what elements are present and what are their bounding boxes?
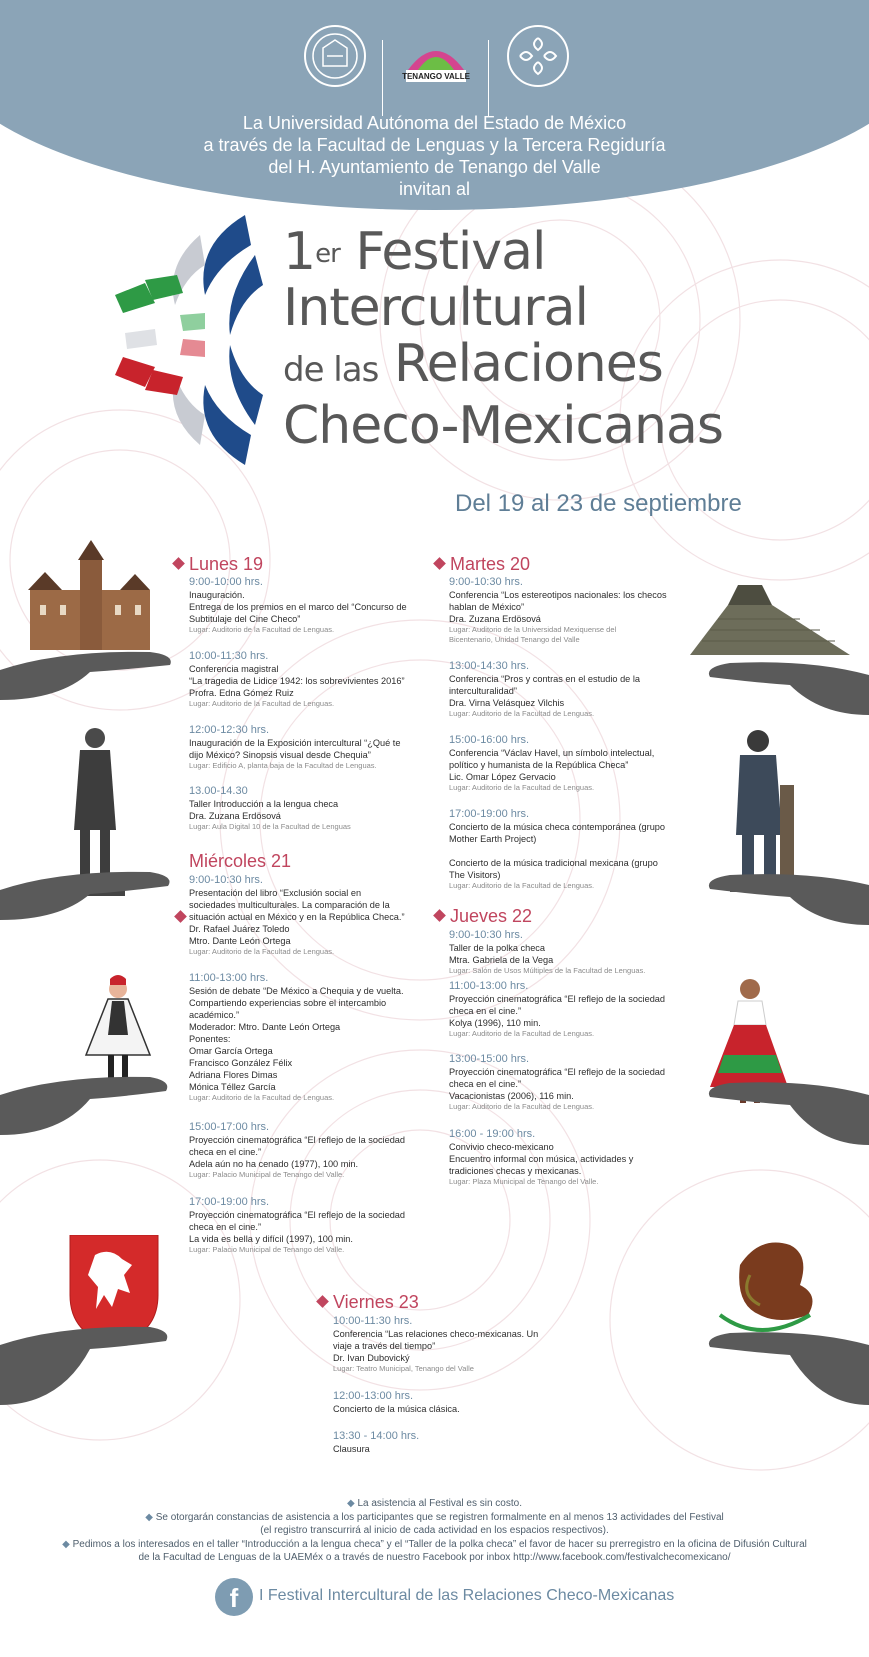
title-festival: Festival xyxy=(355,222,546,282)
pyramid-illustration xyxy=(680,575,869,715)
facultad-lenguas-logo-icon xyxy=(500,18,576,94)
note-line xyxy=(0,1538,869,1552)
event-location: Lugar: Teatro Municipal, Tenango del Valle xyxy=(333,1364,474,1373)
event-item xyxy=(449,980,679,1039)
event-item xyxy=(333,1390,563,1415)
event-text: Conferencia “Las relaciones checo-mexicanas. Un xyxy=(333,1329,539,1339)
event-location: Lugar: Auditorio de la Facultad de Lenguas. xyxy=(449,1029,595,1038)
event-text: Profra. Edna Gómez Ruiz xyxy=(189,688,294,698)
event-text: interculturalidad” xyxy=(449,686,517,696)
event-text: checa en el cine.” xyxy=(449,1006,522,1016)
event-text: Dra. Zuzana Erdösová xyxy=(449,614,541,624)
event-item xyxy=(189,1121,419,1180)
event-item xyxy=(189,724,419,771)
event-location: Lugar: Palacio Municipal de Tenango del Valle. xyxy=(189,1170,345,1179)
diamond-bullet-icon: ◆ xyxy=(346,1498,355,1509)
day-label: Viernes 23 xyxy=(333,1292,419,1312)
event-time: 15:00-17:00 hrs. xyxy=(189,1121,270,1133)
tenango-logo-icon xyxy=(396,18,476,94)
event-text: político y humanista de la República Checa” xyxy=(449,760,629,770)
festival-dates: Del 19 al 23 de septiembre xyxy=(455,490,742,517)
day-heading-lunes xyxy=(174,554,263,575)
event-time: 11:00-13:00 hrs. xyxy=(189,972,269,984)
event-text: Proyección cinematográfica “El reflejo de la sociedad xyxy=(189,1210,406,1220)
event-text: Taller Introducción a la lengua checa xyxy=(189,799,339,809)
event-time: 9:00-10:30 hrs. xyxy=(189,874,263,886)
event-item xyxy=(449,929,679,976)
event-location: Lugar: Aula Digital 10 de la Facultad de Lenguas xyxy=(189,822,351,831)
facebook-page-name[interactable]: I Festival Intercultural de las Relaciones Checo-Mexicanas xyxy=(259,1587,675,1604)
day-label: Jueves 22 xyxy=(450,906,533,926)
event-location: Lugar: Salón de Usos Múltiples de la Facultad de Lenguas. xyxy=(449,966,646,975)
event-time: 17:00-19:00 hrs. xyxy=(189,1196,270,1208)
intro-line: del H. Ayuntamiento de Tenango del Valle xyxy=(268,157,601,177)
event-location: Lugar: Auditorio de la Facultad de Lenguas. xyxy=(189,947,335,956)
title-line2: Intercultural xyxy=(283,278,588,338)
event-item xyxy=(189,785,419,832)
diamond-icon xyxy=(316,1295,329,1308)
uaem-seal-icon xyxy=(297,18,373,94)
event-location: Lugar: Auditorio de la Facultad de Lenguas. xyxy=(189,699,335,708)
event-text: checa en el cine.” xyxy=(189,1222,262,1232)
logo-divider xyxy=(488,40,489,116)
event-text: La vida es bella y difícil (1997), 100 min. xyxy=(189,1234,353,1244)
event-text: sociedades multiculturales. La comparación de la xyxy=(189,900,390,910)
event-time: 9:00-10:30 hrs. xyxy=(449,929,523,941)
event-time: 16:00 - 19:00 hrs. xyxy=(449,1128,536,1140)
facebook-icon[interactable]: f xyxy=(215,1578,253,1616)
event-item xyxy=(449,734,679,793)
event-text: Mother Earth Project) xyxy=(449,834,537,844)
event-text: Subtitulaje del Cine Checo” xyxy=(189,614,301,624)
event-text: Adriana Flores Dimas xyxy=(189,1070,278,1080)
event-text: situación actual en México y en la República Checa.” xyxy=(189,912,405,922)
intro-line: invitan al xyxy=(398,179,471,199)
event-text: Moderador: Mtro. Dante León Ortega xyxy=(189,1022,341,1032)
event-item xyxy=(189,1196,419,1255)
day-label: Miércoles 21 xyxy=(189,851,292,871)
event-time: 13:30 - 14:00 hrs. xyxy=(333,1430,420,1442)
event-location: Lugar: Palacio Municipal de Tenango del Valle. xyxy=(189,1245,345,1254)
event-text: Inauguración de la Exposición intercultural “¿Qué te xyxy=(189,738,401,748)
event-text: Omar García Ortega xyxy=(189,1046,273,1056)
event-text: Mtra. Gabriela de la Vega xyxy=(449,955,554,965)
event-text: tradiciones checas y mexicanas. xyxy=(449,1166,582,1176)
event-text: Proyección cinematográfica “El reflejo de la sociedad xyxy=(189,1135,406,1145)
diamond-icon xyxy=(433,909,446,922)
diamond-icon xyxy=(172,557,185,570)
event-text: Conferencia “Pros y contras en el estudio de la xyxy=(449,674,640,684)
event-item xyxy=(449,1053,679,1112)
event-location: Lugar: Auditorio de la Facultad de Lenguas. xyxy=(189,1093,335,1102)
logo-divider xyxy=(382,40,383,116)
day-label: Martes 20 xyxy=(450,554,531,574)
castle-illustration xyxy=(0,540,180,700)
note-text: Pedimos a los interesados en el taller “Introducción a la lengua checa” y el “Taller de la polka checa” el favor de hacer su prerregistro en la oficina de Difusión Cultural xyxy=(72,1538,807,1550)
event-text: Entrega de los premios en el marco del “Concurso de xyxy=(189,602,407,612)
event-text: Sesión de debate “De México a Chequia y de vuelta. xyxy=(189,986,404,996)
day-label: Lunes 19 xyxy=(189,554,264,574)
event-time: 15:00-16:00 hrs. xyxy=(449,734,530,746)
event-item xyxy=(333,1430,563,1455)
event-text: Conferencia magistral xyxy=(189,664,279,674)
czech-dancer-illustration xyxy=(0,975,175,1155)
title-ordinal-suffix: er xyxy=(315,239,340,269)
event-text: hablan de México” xyxy=(449,602,525,612)
diamond-bullet-icon: ◆ xyxy=(62,1538,70,1550)
diamond-icon xyxy=(433,557,446,570)
event-text: Mónica Téllez García xyxy=(189,1082,276,1092)
intro-line: La Universidad Autónoma del Estado de México xyxy=(242,113,627,133)
event-text: Dr. Ivan Dubovický xyxy=(333,1353,410,1363)
event-item xyxy=(449,808,679,891)
event-text: Encuentro informal con música, actividades y xyxy=(449,1154,634,1164)
event-text: Convivio checo-mexicano xyxy=(449,1142,554,1152)
event-time: 9:00-10:30 hrs. xyxy=(449,576,523,588)
event-text: Proyección cinematográfica “El reflejo de la sociedad xyxy=(449,1067,666,1077)
event-item xyxy=(333,1315,563,1374)
event-text: Conferencia “Václav Havel, un símbolo intelectual, xyxy=(449,748,655,758)
event-location: Lugar: Plaza Municipal de Tenango del Valle. xyxy=(449,1177,599,1186)
note-line: (el registro transcurrirá al inicio de cada actividad en los espacios respectivos). xyxy=(260,1525,609,1536)
event-location: Bicentenario, Unidad Tenango del Valle xyxy=(449,635,580,644)
festival-flower-logo xyxy=(105,205,285,475)
title-line3 xyxy=(283,336,723,398)
day-heading-jueves xyxy=(435,906,532,927)
title-ordinal: 1 xyxy=(283,222,316,282)
event-text: Dra. Zuzana Erdösová xyxy=(189,811,281,821)
event-text: checa en el cine.” xyxy=(449,1079,522,1089)
footer-notes xyxy=(0,1497,869,1565)
note-text: Se otorgarán constancias de asistencia a los participantes que se registren formalmente en al menos 13 actividades del Festival xyxy=(155,1511,724,1523)
event-location: Lugar: Auditorio de la Facultad de Lenguas. xyxy=(449,1102,595,1111)
event-time: 12:00-13:00 hrs. xyxy=(333,1390,414,1402)
event-item xyxy=(449,1128,679,1187)
event-item xyxy=(189,576,419,635)
event-time: 11:00-13:00 hrs. xyxy=(449,980,529,992)
event-text: Presentación del libro “Exclusión social en xyxy=(189,888,362,898)
day-heading-martes xyxy=(435,554,530,575)
event-text: Adela aún no ha cenado (1977), 100 min. xyxy=(189,1159,359,1169)
note-line[interactable]: de la Facultad de Lenguas de la UAEMéx o a través de nuestro Facebook por inbox http://www.facebook.com/festivalchecomexicano/ xyxy=(138,1552,731,1563)
event-time: 10:00-11:30 hrs. xyxy=(189,650,269,662)
tenango-logo-text: TENANGO VALLE xyxy=(402,72,470,81)
note-text: La asistencia al Festival es sin costo. xyxy=(357,1498,522,1509)
event-item xyxy=(189,972,419,1103)
event-time: 9:00-10:00 hrs. xyxy=(189,576,263,588)
logo-bar xyxy=(0,18,869,98)
day-heading-viernes xyxy=(318,1292,419,1313)
event-text: dijo México? Sinopsis visual desde Chequia” xyxy=(189,750,371,760)
event-time: 13:00-15:00 hrs. xyxy=(449,1053,530,1065)
event-text: Compartiendo experiencias sobre el intercambio xyxy=(189,998,387,1008)
note-line xyxy=(0,1511,869,1525)
event-text: Proyección cinematográfica “El reflejo de la sociedad xyxy=(449,994,666,1004)
mexican-dancer-illustration xyxy=(680,975,869,1155)
event-location: Lugar: Auditorio de la Facultad de Lenguas. xyxy=(449,881,595,890)
event-text: Vacacionistas (2006), 116 min. xyxy=(449,1091,574,1101)
event-text: “La tragedia de Lidice 1942: los sobrevivientes 2016” xyxy=(189,676,405,686)
title-line4: Checo-Mexicanas xyxy=(283,396,723,456)
event-text: Mtro. Dante León Ortega xyxy=(189,936,291,946)
event-text: Francisco González Félix xyxy=(189,1058,293,1068)
event-text: Kolya (1996), 110 min. xyxy=(449,1018,541,1028)
title-de-las: de las xyxy=(283,350,379,390)
festival-title xyxy=(283,224,723,454)
mexican-eagle-icon xyxy=(680,1235,869,1405)
event-text: Taller de la polka checa xyxy=(449,943,546,953)
event-time: 13.00-14.30 xyxy=(189,785,248,797)
event-location: Lugar: Edificio A, planta baja de la Facultad de Lenguas. xyxy=(189,761,377,770)
note-line xyxy=(0,1497,869,1511)
event-item xyxy=(189,650,419,709)
event-text: Concierto de la música clásica. xyxy=(333,1404,460,1414)
event-text: The Visitors) xyxy=(449,870,501,880)
event-text: académico.” xyxy=(189,1010,240,1020)
event-item xyxy=(189,874,419,957)
event-text: Ponentes: xyxy=(189,1034,231,1044)
event-text: Concierto de la música tradicional mexicana (grupo xyxy=(449,858,658,868)
title-relaciones: Relaciones xyxy=(393,334,663,394)
event-item xyxy=(449,660,679,719)
event-time: 13:00-14:30 hrs. xyxy=(449,660,530,672)
event-time: 12:00-12:30 hrs. xyxy=(189,724,270,736)
day-heading-miercoles xyxy=(189,851,291,872)
juarez-statue-illustration xyxy=(680,725,869,925)
czech-coat-of-arms-icon xyxy=(0,1235,180,1405)
intro-text xyxy=(0,112,869,200)
event-location: Lugar: Auditorio de la Facultad de Lenguas. xyxy=(189,625,335,634)
event-location: Lugar: Auditorio de la Facultad de Lenguas. xyxy=(449,783,595,792)
event-text: Concierto de la música checa contemporánea (grupo xyxy=(449,822,666,832)
event-text: Inauguración. xyxy=(189,590,245,600)
event-location: Lugar: Auditorio de la Universidad Mexiquense del xyxy=(449,625,617,634)
event-text: Dra. Virna Velásquez Vilchis xyxy=(449,698,565,708)
event-time: 17:00-19:00 hrs. xyxy=(449,808,530,820)
event-location: Lugar: Auditorio de la Facultad de Lenguas. xyxy=(449,709,595,718)
event-text: Lic. Omar López Gervacio xyxy=(449,772,556,782)
diamond-bullet-icon: ◆ xyxy=(145,1511,153,1523)
intro-line: a través de la Facultad de Lenguas y la Tercera Regiduría xyxy=(203,135,666,155)
event-text: Dr. Rafael Juárez Toledo xyxy=(189,924,290,934)
event-text: checa en el cine.” xyxy=(189,1147,262,1157)
event-time: 10:00-11:30 hrs. xyxy=(333,1315,413,1327)
event-text: viaje a través del tiempo” xyxy=(333,1341,436,1351)
event-text: Conferencia “Los estereotipos nacionales: los checos xyxy=(449,590,667,600)
event-item xyxy=(449,576,679,645)
event-text: Clausura xyxy=(333,1444,370,1454)
statue-illustration xyxy=(0,720,170,920)
title-line1 xyxy=(283,224,723,280)
